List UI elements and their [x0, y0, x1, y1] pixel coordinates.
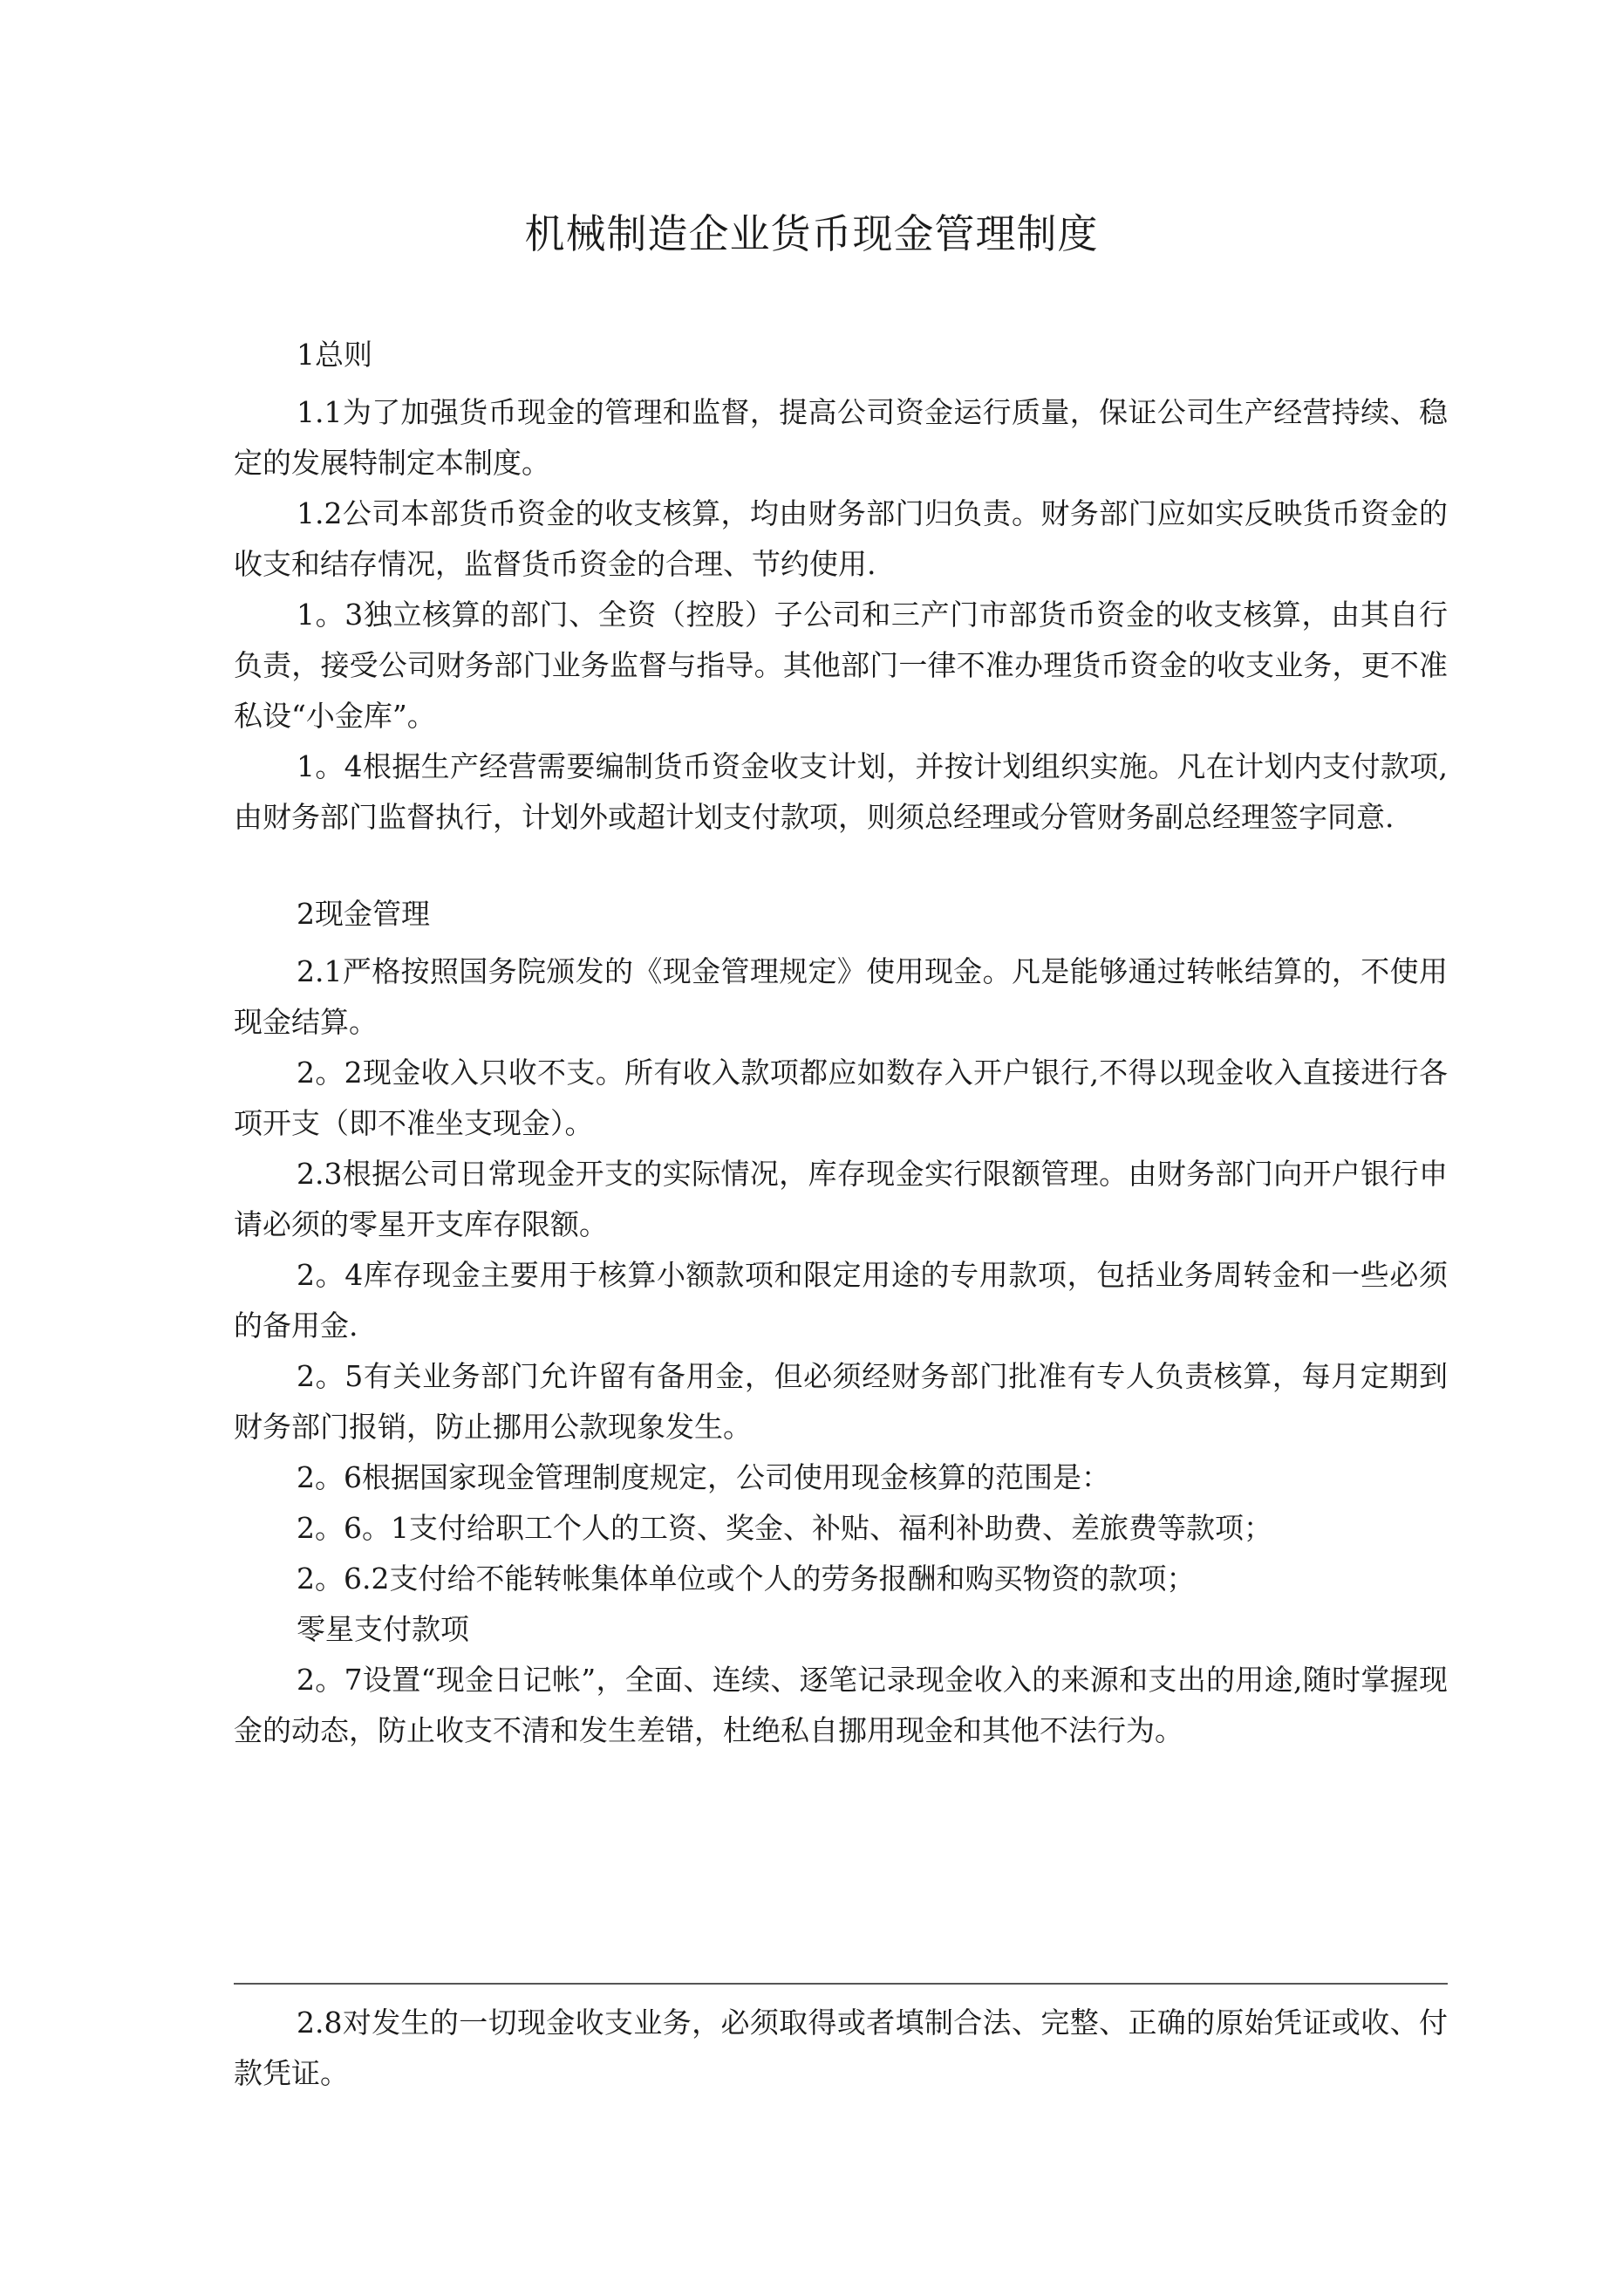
document-body-continued: [234, 1998, 1448, 2099]
horizontal-rule: [234, 1983, 1448, 1985]
paragraph-1-4: 1。4根据生产经营需要编制货币资金收支计划，并按计划组织实施。凡在计划内支付款项,由财务部门监督执行，计划外或超计划支付款项，则须总经理或分管财务副总经理签字同意.: [234, 749, 1448, 834]
paragraph-2-2: 2。2现金收入只收不支。所有收入款项都应如数存入开户银行,不得以现金收入直接进行各项开支（即不准坐支现金）。: [234, 1056, 1448, 1140]
paragraph-2-1: 2.1严格按照国务院颁发的《现金管理规定》使用现金。凡是能够通过转帐结算的，不使用现金结算。: [234, 954, 1448, 1039]
paragraph-2-6: 2。6根据国家现金管理制度规定，公司使用现金核算的范围是：: [297, 1460, 1110, 1494]
paragraph-1-3: 1。3独立核算的部门、全资（控股）子公司和三产门市部货币资金的收支核算，由其自行负责，接受公司财务部门业务监督与指导。其他部门一律不准办理货币资金的收支业务，更不准私设“小金库”。: [234, 598, 1448, 733]
document-body: [234, 330, 1448, 1756]
section-heading-cash: 2现金管理: [297, 897, 430, 931]
paragraph-2-4: 2。4库存现金主要用于核算小额款项和限定用途的专用款项，包括业务周转金和一些必须的备用金.: [234, 1258, 1448, 1343]
paragraph-1-1: 1.1为了加强货币现金的管理和监督，提高公司资金运行质量，保证公司生产经营持续、稳定的发展特制定本制度。: [234, 395, 1448, 480]
paragraph-1-2: 1.2公司本部货币资金的收支核算，均由财务部门归负责。财务部门应如实反映货币资金的收支和结存情况，监督货币资金的合理、节约使用.: [234, 496, 1448, 581]
paragraph-2-8: 2.8对发生的一切现金收支业务，必须取得或者填制合法、完整、正确的原始凭证或收、付款凭证。: [234, 2006, 1448, 2090]
paragraph-small-payments: 零星支付款项: [297, 1612, 469, 1646]
paragraph-2-5: 2。5有关业务部门允许留有备用金，但必须经财务部门批准有专人负责核算，每月定期到财务部门报销，防止挪用公款现象发生。: [234, 1359, 1448, 1444]
paragraph-2-6-2: 2。6.2支付给不能转帐集体单位或个人的劳务报酬和购买物资的款项；: [297, 1561, 1196, 1596]
section-heading-general: 1总则: [297, 338, 372, 372]
paragraph-2-6-1: 2。6。1支付给职工个人的工资、奖金、补贴、福利补助费、差旅费等款项；: [297, 1511, 1272, 1545]
paragraph-2-7: 2。7设置“现金日记帐”，全面、连续、逐笔记录现金收入的来源和支出的用途,随时掌握现金的动态，防止收支不清和发生差错，杜绝私自挪用现金和其他不法行为。: [234, 1663, 1448, 1747]
paragraph-2-3: 2.3根据公司日常现金开支的实际情况，库存现金实行限额管理。由财务部门向开户银行申请必须的零星开支库存限额。: [234, 1157, 1448, 1241]
document-title: 机械制造企业货币现金管理制度: [524, 210, 1099, 257]
